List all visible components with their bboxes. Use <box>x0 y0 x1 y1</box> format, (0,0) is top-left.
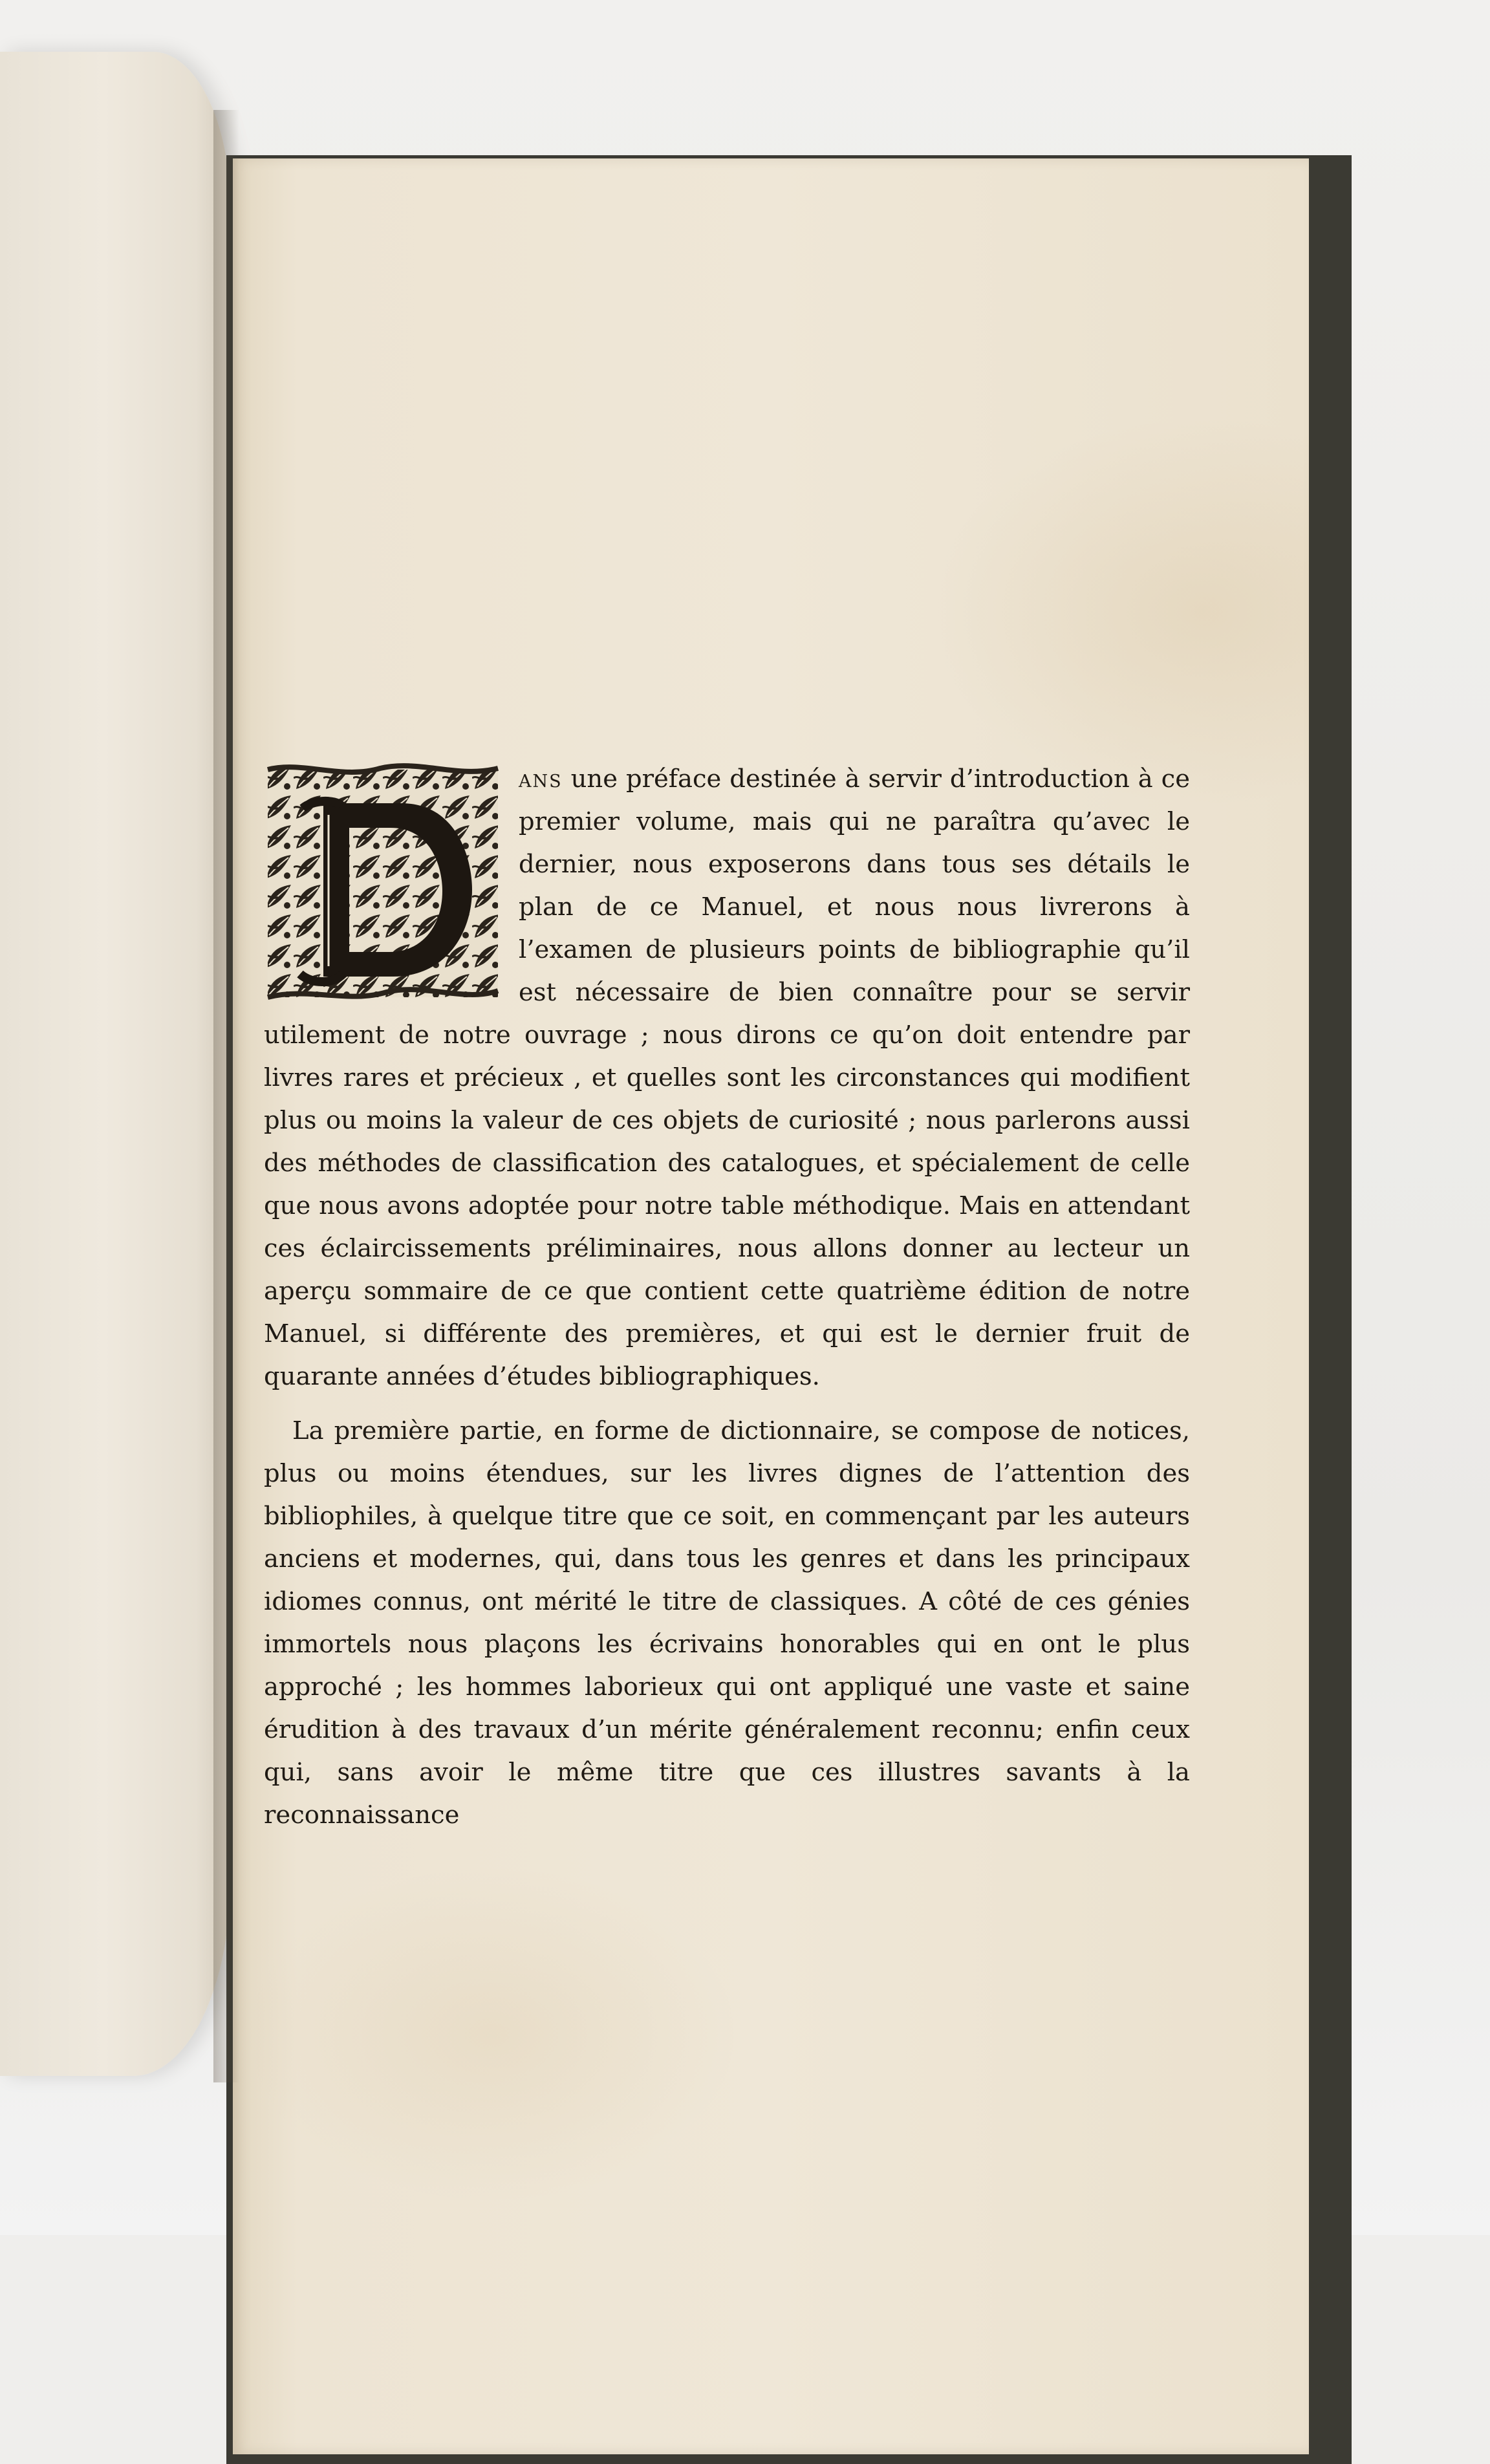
ornamental-drop-cap <box>264 763 502 1004</box>
spine-shadow <box>213 110 239 2082</box>
paragraph-1-text: une préface destinée à servir d’introduction à ce premier volume, mais qui ne paraîtra qu’avec le dernier, nous exposerons dans tous ses détails le plan de ce Manuel, et nous nous livrerons à l’examen de plusieurs points de bibliographie qu’il est nécessaire de bien connaître pour se servir utilement de notre ouvrage ; nous dirons ce qu’on doit entendre par livres rares et précieux , et quelles sont les circonstances qui modifient plus ou moins la valeur de ces objets de curiosité ; nous parlerons aussi des méthodes de classification des catalogues, et spécialement de celle que nous avons adoptée pour notre table méthodique. Mais en attendant ces éclaircissements préliminaires, nous allons donner au lecteur un aperçu sommaire de ce que contient cette quatrième édition de notre Manuel, si différente des premières, et qui est le dernier fruit de quarante années d’études bibliographiques. <box>264 764 1190 1391</box>
drop-cap-ornament <box>264 763 502 1004</box>
paragraph-2 <box>264 1410 1190 1837</box>
paragraph-2-text: La première partie, en forme de dictionnaire, se compose de notices, plus ou moins étendues, sur les livres dignes de l’attention des bibliophiles, à quelque titre que ce soit, en commençant par les auteurs anciens et modernes, qui, dans tous les genres et dans les principaux idiomes connus, ont mérité le titre de classiques. A côté de ces génies immortels nous plaçons les écrivains honorables qui en ont le plus approché ; les hommes laborieux qui ont appliqué une vaste et saine érudition à des travaux d’un mérite généralement reconnu; enfin ceux qui, sans avoir le même titre que ces illustres savants à la reconnaissance <box>264 1416 1190 1830</box>
paragraph-1-lead-caps: ans <box>519 764 563 794</box>
left-page <box>0 52 230 2076</box>
page-text <box>264 758 1190 1837</box>
